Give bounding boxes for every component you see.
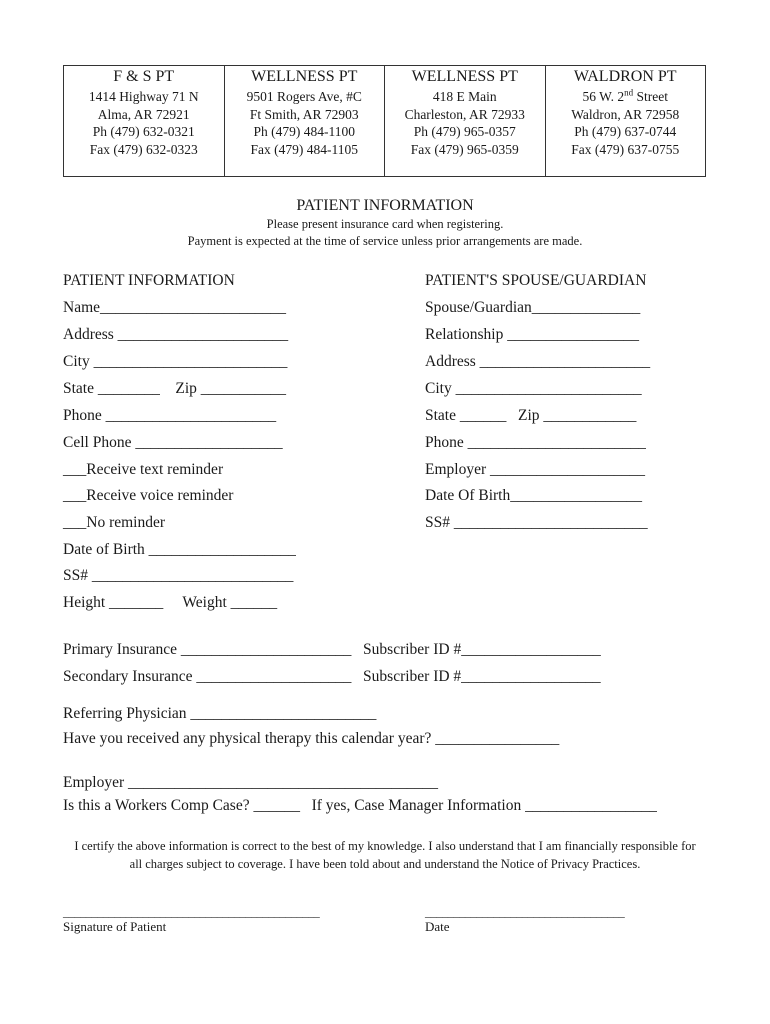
primary-insurance-field[interactable]: Primary Insurance ______________________ Subscriber ID #__________________ [63, 641, 601, 658]
form-title: PATIENT INFORMATION [296, 197, 474, 214]
spouse-guardian-field[interactable]: Spouse/Guardian______________ [425, 299, 641, 316]
height-weight-field[interactable]: Height _______ Weight ______ [63, 594, 278, 611]
prior-pt-field[interactable]: Have you received any physical therapy this calendar year? ________________ [63, 730, 560, 747]
patient-ssn-field[interactable]: SS# __________________________ [63, 567, 294, 584]
spouse-city-field[interactable]: City ________________________ [425, 380, 642, 397]
certification-statement: I certify the above information is correct to the best of my knowledge. I also understand that I am financially responsible for all charges subject to coverage. I have been told about and understand the Notice of Privacy Practices. [74, 839, 696, 871]
payment-note: Payment is expected at the time of service unless prior arrangements are made. [187, 234, 583, 248]
spouse-employer-field[interactable]: Employer ____________________ [425, 461, 645, 478]
clinic-address: 9501 Rogers Ave, #C [246, 89, 362, 104]
spouse-phone-field[interactable]: Phone _______________________ [425, 434, 646, 451]
text-reminder-option[interactable]: ___Receive text reminder [63, 461, 224, 478]
spouse-section-heading: PATIENT'S SPOUSE/GUARDIAN [425, 272, 647, 289]
spouse-address-field[interactable]: Address ______________________ [425, 353, 651, 370]
no-reminder-option[interactable]: ___No reminder [63, 514, 166, 531]
secondary-insurance-field[interactable]: Secondary Insurance ____________________ Subscriber ID #__________________ [63, 668, 601, 685]
voice-reminder-option[interactable]: ___Receive voice reminder [63, 487, 234, 504]
clinic-phone: Ph (479) 632-0321 [92, 124, 195, 139]
clinic-name: WELLNESS PT [411, 68, 518, 85]
clinic-name: F & S PT [113, 68, 175, 85]
clinic-locations-table [63, 65, 706, 177]
clinic-address: 56 W. 2nd Street [582, 87, 668, 104]
spouse-ssn-field[interactable]: SS# _________________________ [425, 514, 648, 531]
clinic-name: WALDRON PT [573, 68, 677, 85]
date-signature-line[interactable]: ___________________________________ [425, 905, 625, 919]
clinic-city: Alma, AR 72921 [97, 106, 190, 122]
relationship-field[interactable]: Relationship _________________ [425, 326, 639, 343]
clinic-fax: Fax (479) 637-0755 [571, 141, 680, 157]
date-label: Date [425, 919, 450, 934]
referring-physician-field[interactable]: Referring Physician ________________________ [63, 705, 377, 722]
clinic-fax: Fax (479) 965-0359 [410, 141, 519, 157]
clinic-wellness-ftsmith [225, 66, 386, 176]
patient-cell-phone-field[interactable]: Cell Phone ___________________ [63, 434, 283, 451]
patient-section-heading: PATIENT INFORMATION [63, 272, 235, 289]
clinic-waldron [546, 66, 706, 176]
clinic-city: Waldron, AR 72958 [571, 106, 680, 122]
patient-signature-line[interactable]: _____________________________________________ [63, 905, 320, 919]
patient-city-field[interactable]: City _________________________ [63, 353, 288, 370]
insurance-card-note: Please present insurance card when registering. [266, 217, 504, 231]
patient-phone-field[interactable]: Phone ______________________ [63, 407, 277, 424]
patient-signature-label: Signature of Patient [63, 919, 167, 934]
patient-state-zip-field[interactable]: State ________ Zip ___________ [63, 380, 287, 397]
employer-field[interactable]: Employer ________________________________________ [63, 774, 438, 791]
clinic-name: WELLNESS PT [251, 68, 358, 85]
patient-address-field[interactable]: Address ______________________ [63, 326, 289, 343]
clinic-fax: Fax (479) 484-1105 [250, 141, 358, 157]
workers-comp-field[interactable]: Is this a Workers Comp Case? ______ If yes, Case Manager Information _________________ [63, 797, 657, 814]
clinic-address: 1414 Highway 71 N [88, 89, 199, 104]
spouse-dob-field[interactable]: Date Of Birth_________________ [425, 487, 642, 504]
clinic-phone: Ph (479) 484-1100 [253, 124, 355, 139]
clinic-wellness-charleston [385, 66, 546, 176]
clinic-fs-pt [64, 66, 225, 176]
patient-name-field[interactable]: Name________________________ [63, 299, 287, 316]
clinic-city: Ft Smith, AR 72903 [249, 106, 359, 122]
patient-dob-field[interactable]: Date of Birth ___________________ [63, 541, 296, 558]
spouse-state-zip-field[interactable]: State ______ Zip ____________ [425, 407, 637, 424]
clinic-fax: Fax (479) 632-0323 [89, 141, 198, 157]
clinic-phone: Ph (479) 637-0744 [574, 124, 677, 139]
clinic-address: 418 E Main [432, 89, 497, 104]
clinic-phone: Ph (479) 965-0357 [413, 124, 516, 139]
clinic-city: Charleston, AR 72933 [404, 106, 525, 122]
